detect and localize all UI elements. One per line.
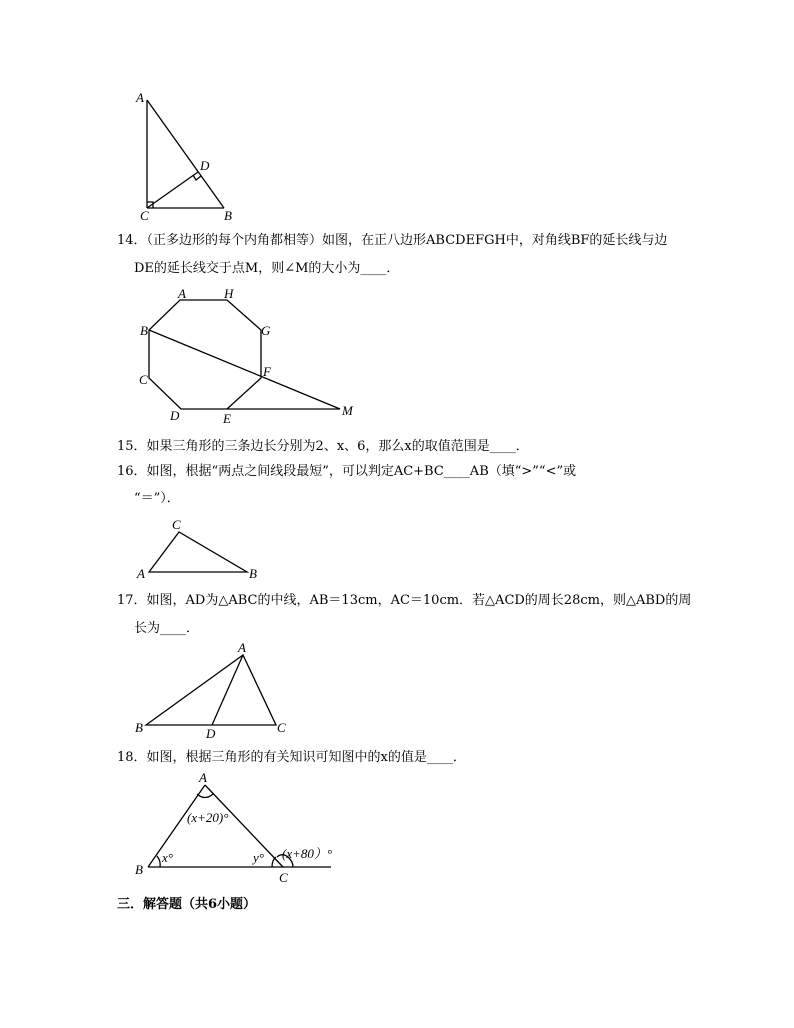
label-b: B xyxy=(224,208,232,223)
label-a: A xyxy=(136,90,144,105)
angle-arc-b xyxy=(157,856,160,867)
question-17-line-2: 长为____． xyxy=(134,621,200,636)
label-b: B xyxy=(140,323,148,338)
angle-label-a: (x+20)° xyxy=(187,810,229,825)
label-h: H xyxy=(224,286,234,301)
right-angle-mark-d xyxy=(193,175,201,180)
question-16-line-1: 16．如图，根据“两点之间线段最短”，可以判定AC+BC____AB（填“>”“<”或 xyxy=(117,464,577,479)
segment-ab xyxy=(147,100,224,208)
section-title: 三．解答题（共6小题） xyxy=(117,897,257,912)
label-d: D xyxy=(206,726,216,741)
question-14-line-1: 14．（正多边形的每个内角都相等）如图，在正八边形ABCDEFGH中，对角线BF的延长线与边 xyxy=(117,233,668,248)
segment-ac xyxy=(205,785,283,867)
figure-exterior-angle xyxy=(133,770,353,885)
triangle-abc xyxy=(146,655,276,725)
angle-label-exterior: (x+80）° xyxy=(282,846,333,861)
label-m: M xyxy=(342,403,353,418)
label-c: C xyxy=(279,870,288,885)
figure-right-triangle xyxy=(130,90,240,223)
question-17-line-1: 17．如图，AD为△ABC的中线，AB＝13cm，AC＝10cm．若△ACD的周长28cm，则△ABD的周 xyxy=(117,593,692,608)
angle-label-c: y° xyxy=(253,850,264,865)
label-c: C xyxy=(172,517,181,532)
triangle-abc xyxy=(149,532,247,572)
segment-cd xyxy=(147,172,198,208)
segment-ba xyxy=(148,785,205,867)
label-a: A xyxy=(137,566,145,581)
figure-triangle-abc-16 xyxy=(135,515,265,585)
question-15-line-1: 15．如果三角形的三条边长分别为2、x、6，那么x的取值范围是____． xyxy=(117,439,529,454)
angle-arc-a xyxy=(197,794,213,798)
label-a: A xyxy=(238,640,246,655)
octagon-abcdefgh xyxy=(149,300,261,409)
label-c: C xyxy=(139,372,148,387)
label-b: B xyxy=(135,862,143,877)
label-f: F xyxy=(263,364,271,379)
angle-label-b: x° xyxy=(162,850,173,865)
label-a: A xyxy=(178,286,186,301)
label-a: A xyxy=(199,770,207,785)
label-d: D xyxy=(200,158,210,173)
label-c: C xyxy=(277,720,286,735)
figure-triangle-median xyxy=(133,640,303,740)
label-d: D xyxy=(170,408,180,423)
label-c: C xyxy=(140,208,149,223)
label-g: G xyxy=(261,323,271,338)
label-e: E xyxy=(223,411,231,426)
segment-bm xyxy=(149,330,340,409)
question-14-line-2: DE的延长线交于点M，则∠M的大小为____． xyxy=(134,261,400,276)
figure-octagon xyxy=(135,285,375,425)
label-b: B xyxy=(135,720,143,735)
label-b: B xyxy=(249,566,257,581)
question-16-line-2: “＝”）． xyxy=(134,491,180,506)
question-18-line-1: 18．如图，根据三角形的有关知识可知图中的x的值是____． xyxy=(117,750,466,765)
